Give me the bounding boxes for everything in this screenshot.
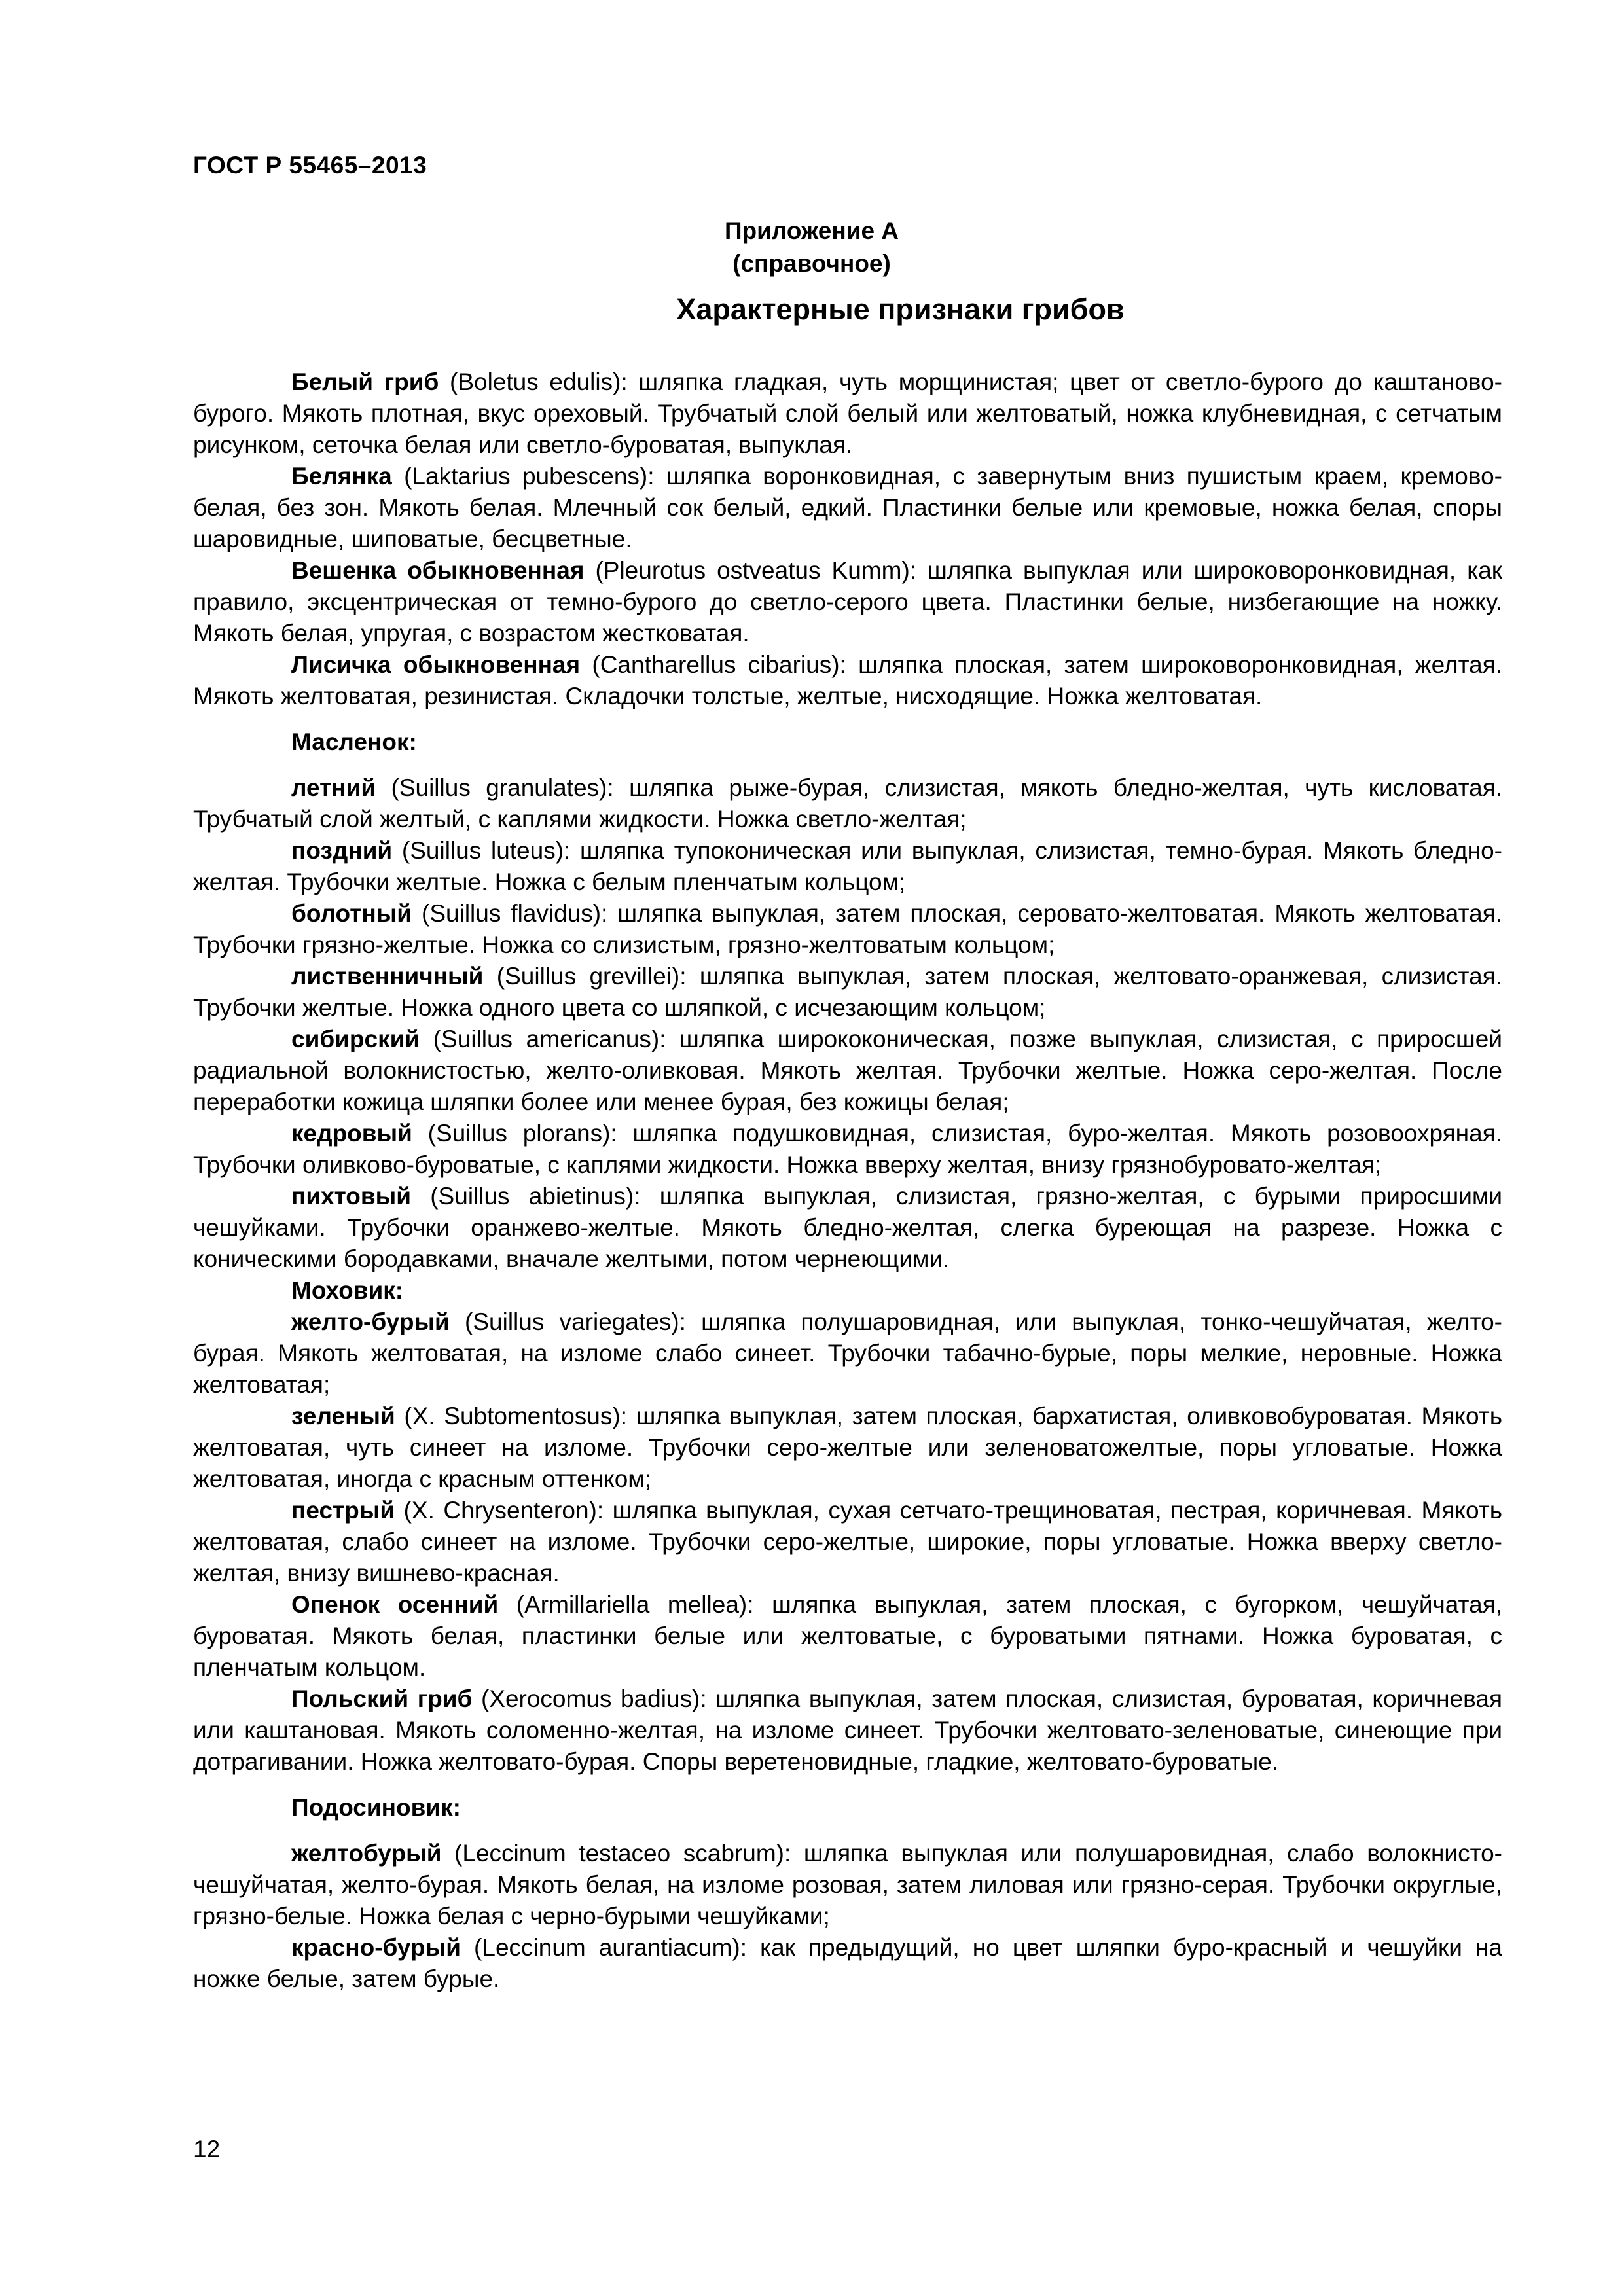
standard-number: ГОСТ Р 55465–2013 <box>193 152 427 179</box>
entry-text: (Suillus variegates): шляпка полушаровидная, или выпуклая, тонко-чешуйчатая, желто-бурая. Мякоть желтоватая, на изломе слабо синеет. Трубочки табачно-бурые, поры мелкие, неровные. Ножка желтоватая; <box>193 1308 1502 1398</box>
page-title: Характерные признаки грибов <box>676 293 1125 326</box>
entry-text: (Laktarius pubescens): шляпка воронковидная, с завернутым вниз пушистым краем, кремово-белая, без зон. Мякоть белая. Млечный сок белый, едкий. Пластинки белые или кремовые, ножка белая, споры шаровидные, шиповатые, бесцветные. <box>193 463 1502 552</box>
entry-paragraph <box>193 649 1502 712</box>
entry-name: лиственничный <box>291 963 484 990</box>
entry-text: (Pleurotus ostveatus Kumm): шляпка выпуклая или широковоронковидная, как правило, эксцентрическая от темно-бурого до светло-серого цвета. Пластинки белые, низбегающие на ножку. Мякоть белая, упругая, с возрастом жестковатая. <box>193 557 1502 647</box>
entry-text: (Suillus grevillei): шляпка выпуклая, затем плоская, желтовато-оранжевая, слизистая. Трубочки желтые. Ножка одного цвета со шляпкой, с исчезающим кольцом; <box>193 963 1502 1021</box>
entry-paragraph <box>193 1118 1502 1181</box>
appendix-type: (справочное) <box>732 250 891 277</box>
entry-paragraph <box>193 1401 1502 1495</box>
entry-name: красно-бурый <box>291 1934 461 1961</box>
entry-name: Белянка <box>291 463 392 490</box>
entry-paragraph <box>193 772 1502 835</box>
entry-name: пестрый <box>291 1497 395 1524</box>
section-heading: Моховик: <box>291 1277 404 1304</box>
entry-paragraph <box>193 1495 1502 1589</box>
entry-text: (Suillus abietinus): шляпка выпуклая, слизистая, грязно-желтая, с бурыми приросшими чешуйками. Трубочки оранжево-желтые. Мякоть бледно-желтая, слегка буреющая на разрезе. Ножка с коническими бородавками, вначале желтыми, потом чернеющими. <box>193 1183 1502 1272</box>
entry-name: Вешенка обыкновенная <box>291 557 585 584</box>
entry-text: (Suillus flavidus): шляпка выпуклая, затем плоская, серовато-желтоватая. Мякоть желтоватая. Трубочки грязно-желтые. Ножка со слизистым, грязно-желтоватым кольцом; <box>193 900 1502 958</box>
entry-name: пихтовый <box>291 1183 411 1210</box>
entry-paragraph <box>193 835 1502 898</box>
page-number: 12 <box>193 2136 221 2162</box>
entry-name: Белый гриб <box>291 368 439 395</box>
entry-name: Опенок осенний <box>291 1591 499 1618</box>
entry-name: болотный <box>291 900 412 927</box>
appendix-label: Приложение А <box>724 217 899 244</box>
entry-name: поздний <box>291 837 393 864</box>
entry-paragraph <box>193 1683 1502 1778</box>
entry-paragraph <box>193 898 1502 961</box>
entry-name: летний <box>291 774 376 801</box>
entry-paragraph <box>193 1024 1502 1118</box>
entry-text: (Boletus edulis): шляпка гладкая, чуть морщинистая; цвет от светло-бурого до каштаново-бурого. Мякоть плотная, вкус ореховый. Трубчатый слой белый или желтоватый, ножка клубневидная, с сетчатым рисунком, сеточка белая или светло-буроватая, выпуклая. <box>193 368 1502 458</box>
entry-text: (X. Subtomentosus): шляпка выпуклая, затем плоская, бархатистая, оливковобуроватая. Мякоть желтоватая, чуть синеет на изломе. Трубочки серо-желтые или зеленоватожелтые, поры угловатые. Ножка желтоватая, иногда с красным оттенком; <box>193 1403 1502 1492</box>
entry-text: (X. Chrysenteron): шляпка выпуклая, сухая сетчато-трещиноватая, пестрая, коричневая. Мякоть желтоватая, слабо синеет на изломе. Трубочки серо-желтые, широкие, поры угловатые. Ножка вверху светло- желтая, внизу вишнево-красная. <box>193 1497 1502 1587</box>
entry-paragraph <box>193 961 1502 1024</box>
entry-name: сибирский <box>291 1026 420 1052</box>
entry-text: (Suillus plorans): шляпка подушковидная, слизистая, буро-желтая. Мякоть розовоохряная. Трубочки оливково-буроватые, с каплями жидкости. Ножка вверху желтая, внизу грязнобуровато-желтая; <box>193 1120 1502 1178</box>
entry-paragraph <box>193 1932 1502 1995</box>
entry-text: (Xerocomus badius): шляпка выпуклая, затем плоская, слизистая, буроватая, коричневая или каштановая. Мякоть соломенно-желтая, на изломе синеет. Трубочки желтовато-зеленоватые, синеющие при дотрагивании. Ножка желтовато-бурая. Споры веретеновидные, гладкие, желтовато-буроватые. <box>193 1685 1502 1775</box>
entry-text: (Cantharellus cibarius): шляпка плоская, затем широковоронковидная, желтая. Мякоть желтоватая, резинистая. Складочки толстые, желтые, нисходящие. Ножка желтоватая. <box>193 651 1502 709</box>
entry-name: желто-бурый <box>291 1308 450 1335</box>
entry-text: (Leccinum aurantiacum): как предыдущий, но цвет шляпки буро-красный и чешуйки на ножке белые, затем бурые. <box>193 1934 1502 1992</box>
entry-name: зеленый <box>291 1403 395 1429</box>
appendix-heading <box>724 215 899 280</box>
entry-paragraph <box>193 1181 1502 1275</box>
entry-paragraph <box>193 1589 1502 1683</box>
entry-paragraph <box>193 367 1502 461</box>
entry-paragraph <box>193 461 1502 555</box>
entry-name: Польский гриб <box>291 1685 473 1712</box>
section-heading: Масленок: <box>291 728 417 755</box>
entry-text: (Leccinum testaceo scabrum): шляпка выпуклая или полушаровидная, слабо волокнисто-чешуйчатая, желто-бурая. Мякоть белая, на изломе розовая, затем лиловая или грязно-серая. Трубочки округлые, грязно-белые. Ножка белая с черно-бурыми чешуйками; <box>193 1840 1502 1929</box>
document-body <box>193 367 1502 1995</box>
entry-name: кедровый <box>291 1120 412 1147</box>
entry-paragraph <box>193 1306 1502 1401</box>
entry-paragraph <box>193 555 1502 649</box>
entry-text: (Suillus luteus): шляпка тупоконическая или выпуклая, слизистая, темно-бурая. Мякоть бледно-желтая. Трубочки желтые. Ножка с белым пленчатым кольцом; <box>193 837 1502 895</box>
section-heading: Подосиновик: <box>291 1794 461 1821</box>
entry-name: желтобурый <box>291 1840 442 1867</box>
entry-text: (Armillariella mellea): шляпка выпуклая, затем плоская, с бугорком, чешуйчатая, буроватая. Мякоть белая, пластинки белые или желтоватые, с буроватыми пятнами. Ножка буроватая, с пленчатым кольцом. <box>193 1591 1502 1681</box>
entry-text: (Suillus granulates): шляпка рыже-бурая, слизистая, мякоть бледно-желтая, чуть кисловатая. Трубчатый слой желтый, с каплями жидкости. Ножка светло-желтая; <box>193 774 1502 833</box>
entry-text: (Suillus americanus): шляпка ширококоническая, позже выпуклая, слизистая, с приросшей радиальной волокнистостью, желто-оливковая. Мякоть желтая. Трубочки желтые. Ножка серо-желтая. После переработки кожица шляпки более или менее бурая, без кожицы белая; <box>193 1026 1502 1115</box>
entry-paragraph <box>193 1838 1502 1932</box>
entry-name: Лисичка обыкновенная <box>291 651 581 678</box>
